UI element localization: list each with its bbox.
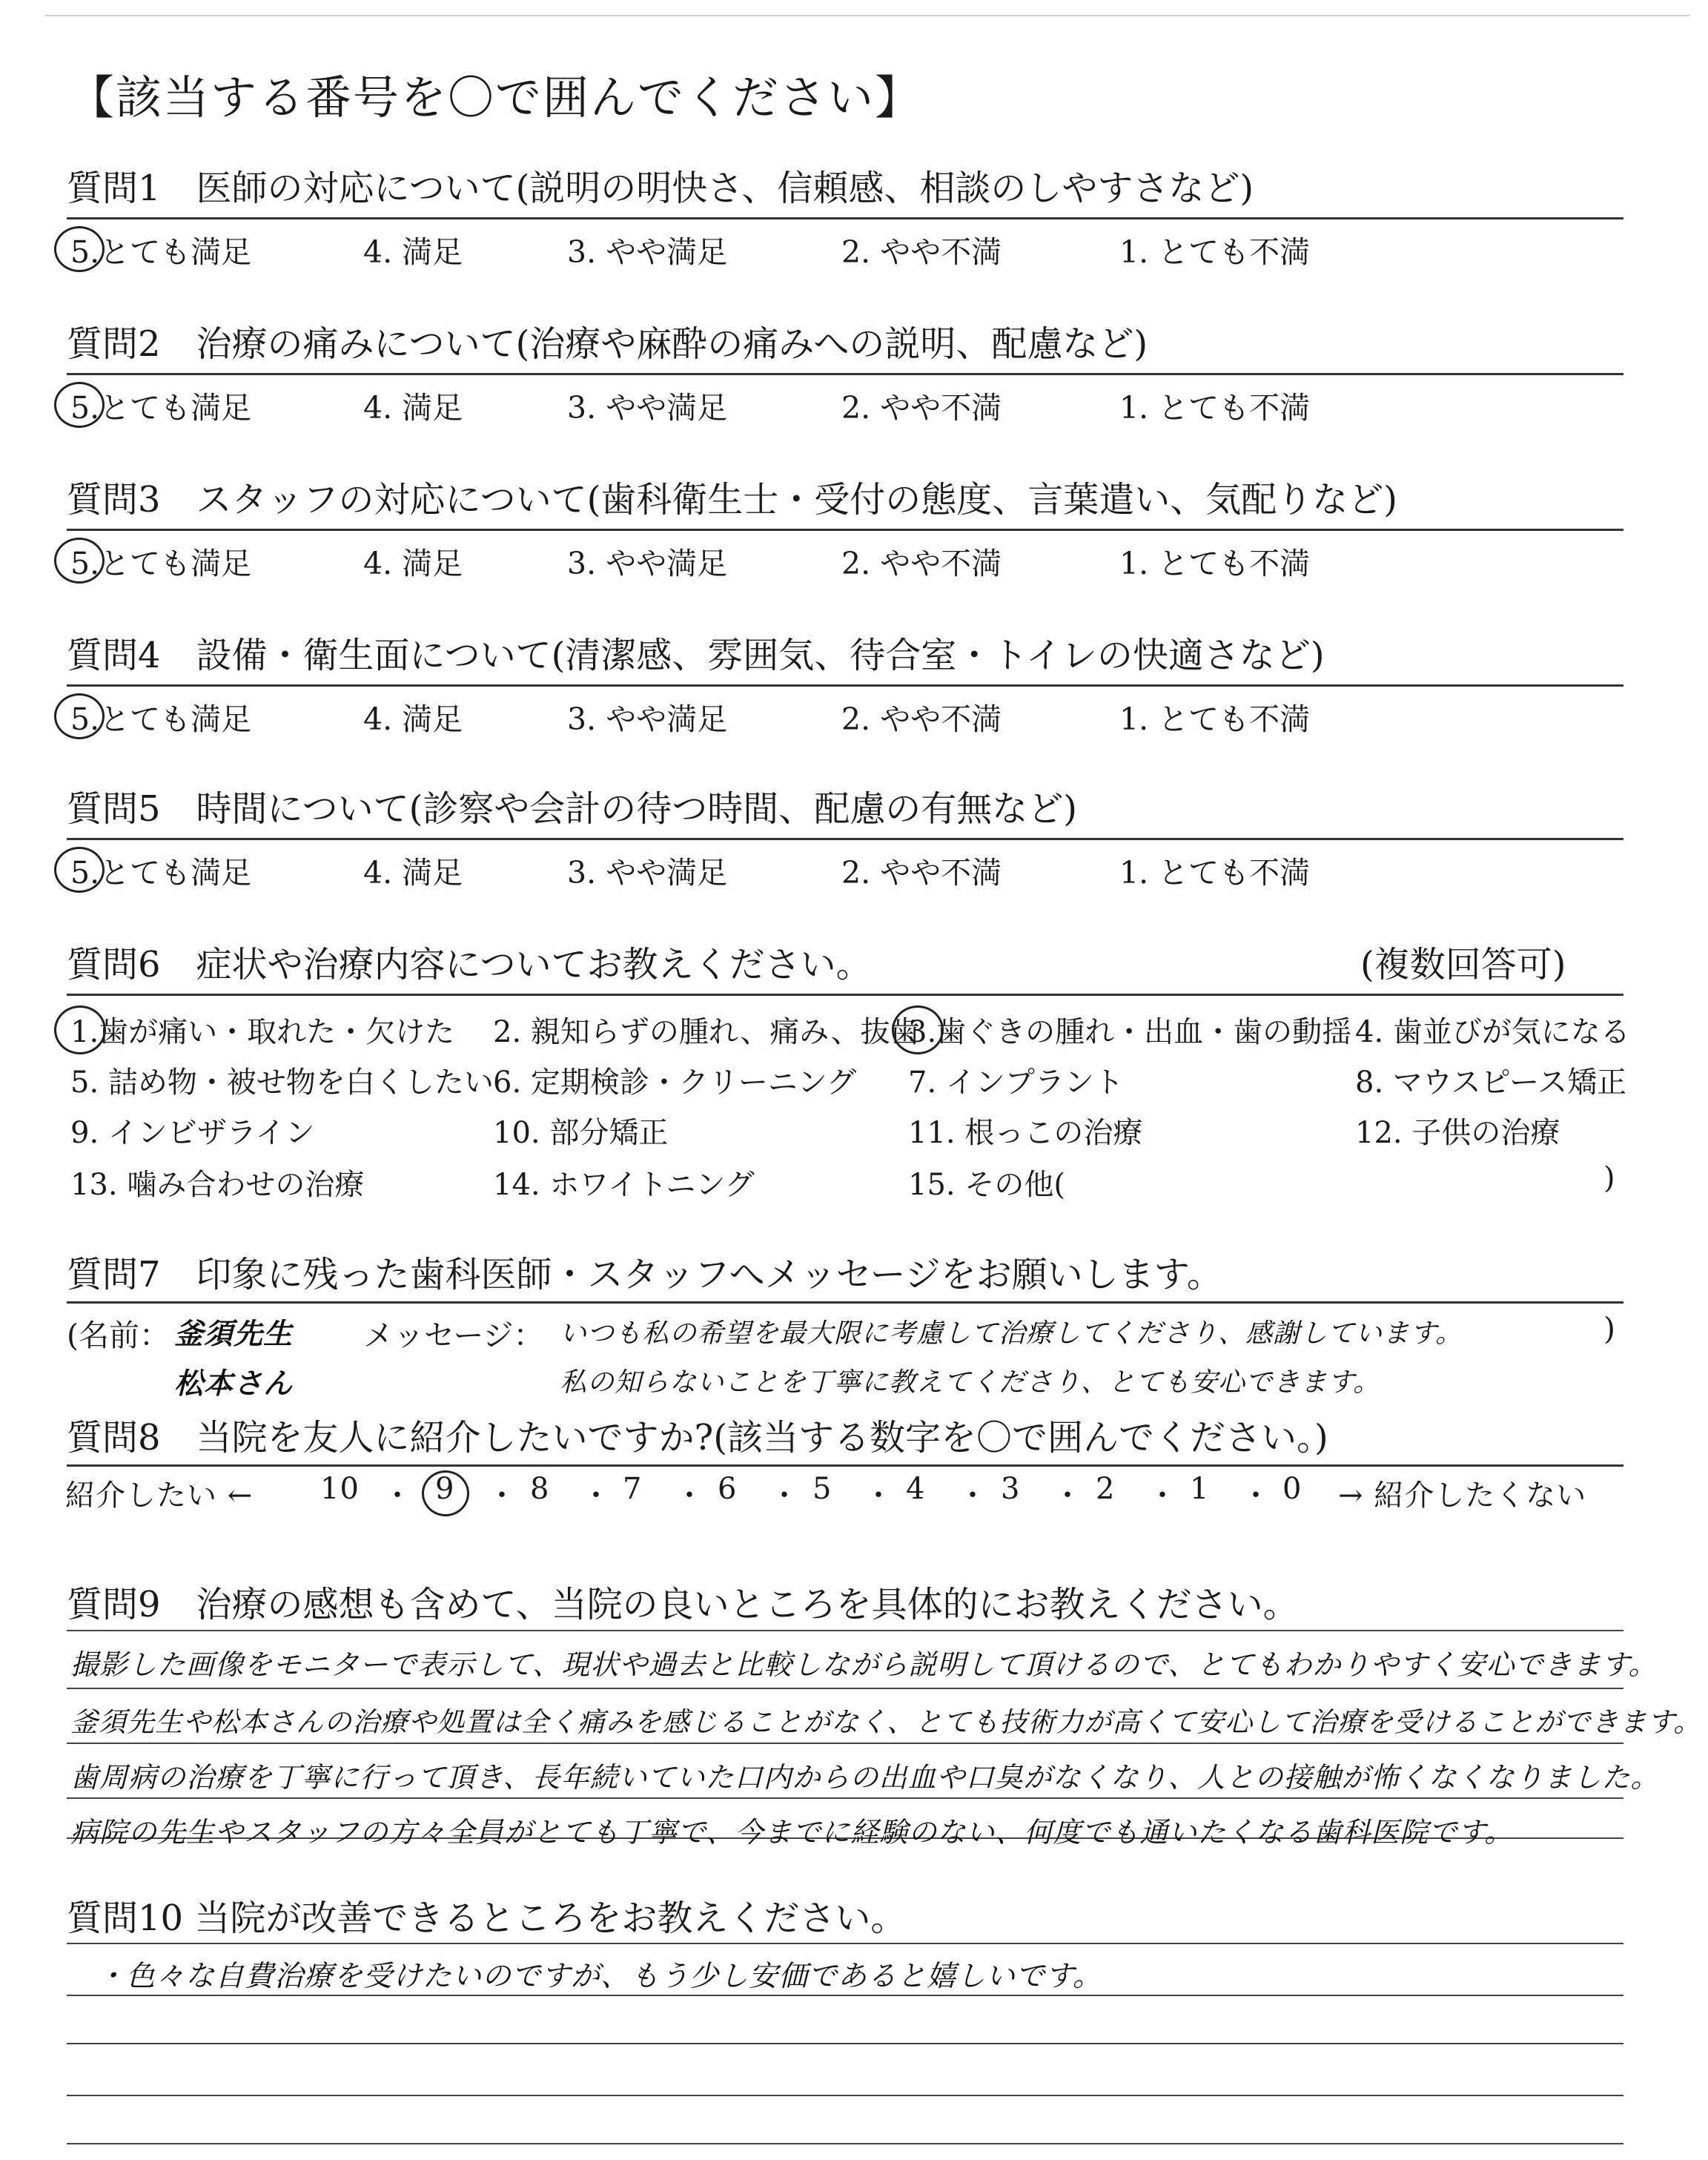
q8-right-label: → 紹介したくない [1338,1479,1587,1513]
q3-option-2: 2. やや不満 [841,546,1002,581]
q6-option-14: 14. ホワイトニング [493,1168,755,1202]
q4-option-3: 3. やや満足 [567,701,728,737]
q5-option-1: 1. とても不満 [1119,855,1311,891]
q5-option-5: 5.とても満足 [70,855,252,891]
q8-left-label: 紹介したい ← [65,1479,254,1513]
q2-option-2: 2. やや不満 [841,390,1002,426]
q10-rule [67,2095,1623,2096]
q4-rule [67,684,1623,687]
q2-title: 質問2 治療の痛みについて(治療や麻酔の痛みへの説明、配慮など) [67,323,1148,365]
q4-option-5: 5.とても満足 [70,701,252,737]
q8-rule [67,1464,1623,1467]
q8-scale-6: 6 [718,1472,738,1506]
q6-selected-circle-3 [892,1005,944,1054]
q9-title: 質問9 治療の感想も含めて、当院の良いところを具体的にお教えください。 [67,1584,1299,1625]
q7-message-label: メッセージ： [363,1318,544,1353]
q7-close-paren: ) [1603,1311,1615,1347]
q8-scale-0: 0 [1282,1472,1302,1506]
q1-rule [67,217,1623,219]
q8-scale-separator: ・ [864,1479,894,1513]
q3-option-1: 1. とても不満 [1119,546,1311,581]
q8-title: 質問8 当院を友人に紹介したいですか?(該当する数字を〇で囲んでください。) [67,1417,1328,1459]
q8-scale-7: 7 [623,1472,643,1506]
q6-option-12: 12. 子供の治療 [1355,1116,1560,1150]
q2-option-4: 4. 満足 [363,390,463,426]
q8-scale-separator: ・ [1241,1479,1271,1513]
q9-rule [67,1630,1623,1631]
q3-rule [67,529,1623,531]
q4-option-1: 1. とても不満 [1119,701,1311,737]
q6-option-3: 3.歯ぐきの腫れ・出血・歯の動揺 [908,1015,1352,1049]
q8-scale-3: 3 [1001,1472,1021,1506]
q5-option-3: 3. やや満足 [567,855,728,891]
q9-rule [67,1797,1623,1799]
q8-scale-8: 8 [530,1472,550,1506]
q2-option-1: 1. とても不満 [1119,390,1311,426]
q3-option-3: 3. やや満足 [567,546,728,581]
q9-rule [67,1688,1623,1689]
q8-scale-4: 4 [906,1472,926,1506]
q6-option-9: 9. インビザライン [70,1116,315,1150]
q7-name-line1: 釜須先生 [174,1318,294,1351]
q3-option-5: 5.とても満足 [70,546,252,581]
q6-option-4: 4. 歯並びが気になる [1355,1015,1630,1049]
top-border [44,15,1690,16]
q10-handwritten-line: ・色々な自費治療を受けたいのですが、もう少し安価であると嬉しいです。 [96,1960,1102,1993]
q1-option-1: 1. とても不満 [1119,234,1311,270]
q6-title: 質問6 症状や治療内容についてお教えください。 [67,944,872,985]
q8-scale-separator: ・ [581,1479,612,1513]
q5-option-2: 2. やや不満 [841,855,1002,891]
q5-title: 質問5 時間について(診察や会計の待つ時間、配慮の有無など) [67,788,1078,830]
q6-option-13: 13. 噛み合わせの治療 [70,1168,365,1202]
q8-scale-separator: ・ [383,1479,413,1513]
instruction-heading: 【該当する番号を〇で囲んでください】 [68,70,923,125]
q7-rule [67,1301,1623,1304]
q6-other-close-paren: ) [1603,1161,1615,1195]
q4-title: 質問4 設備・衛生面について(清潔感、雰囲気、待合室・トイレの快適さなど) [67,635,1325,676]
q6-option-10: 10. 部分矯正 [493,1116,669,1150]
q10-rule [67,2043,1623,2044]
q1-option-2: 2. やや不満 [841,234,1002,270]
q2-option-5: 5.とても満足 [70,390,252,426]
q5-rule [67,838,1623,840]
q1-option-4: 4. 満足 [363,234,463,270]
q8-scale-9: 9 [435,1472,455,1506]
q6-option-1: 1.歯が痛い・取れた・欠けた [70,1015,455,1049]
q6-option-6: 6. 定期検診・クリーニング [493,1066,857,1100]
q10-rule [67,1995,1623,1996]
q9-rule [67,1743,1623,1744]
q2-rule [67,373,1623,375]
q1-selected-circle [54,226,105,272]
q8-scale-separator: ・ [487,1479,517,1513]
q9-handwritten-line: 歯周病の治療を丁寧に行って頂き、長年続いていた口内からの出血や口臭がなくなり、人との接触が怖くなくなりました。 [70,1761,1660,1794]
q8-scale-separator: ・ [1148,1479,1178,1513]
q2-option-3: 3. やや満足 [567,390,728,426]
q1-option-3: 3. やや満足 [567,234,728,270]
q6-option-7: 7. インプラント [908,1066,1124,1100]
q8-scale-separator: ・ [769,1479,800,1513]
q1-title: 質問1 医師の対応について(説明の明快さ、信頼感、相談のしやすさなど) [67,168,1254,209]
q2-selected-circle [54,382,105,428]
q7-message-line1: いつも私の希望を最大限に考慮して治療してくださり、感謝しています。 [560,1318,1463,1349]
q3-option-4: 4. 満足 [363,546,463,581]
q8-scale-separator: ・ [958,1479,988,1513]
q9-handwritten-line: 釜須先生や松本さんの治療や処置は全く痛みを感じることがなく、とても技術力が高くて安心して治療を受けることができます。 [70,1706,1702,1738]
q6-option-11: 11. 根っこの治療 [908,1116,1143,1150]
q8-scale-separator: ・ [1053,1479,1083,1513]
q6-multiple-note: (複数回答可) [1360,944,1566,985]
q6-selected-circle-1 [54,1005,106,1054]
q5-selected-circle [54,847,105,893]
q8-selected-circle [422,1470,469,1516]
q6-rule [67,994,1623,996]
q3-selected-circle [54,538,105,584]
q3-title: 質問3 スタッフの対応について(歯科衛生士・受付の態度、言葉遣い、気配りなど) [67,479,1398,521]
q10-rule [67,1943,1623,1944]
q7-title: 質問7 印象に残った歯科医師・スタッフへメッセージをお願いします。 [67,1254,1222,1295]
q4-option-2: 2. やや不満 [841,701,1002,737]
q8-scale-2: 2 [1096,1472,1116,1506]
q8-scale-5: 5 [812,1472,833,1506]
q10-rule [67,2143,1623,2144]
q10-title: 質問10 当院が改善できるところをお教えください。 [67,1898,907,1939]
q8-scale-1: 1 [1190,1472,1210,1506]
q8-scale-10: 10 [320,1472,360,1506]
q7-message-line2: 私の知らないことを丁寧に教えてくださり、とても安心できます。 [560,1367,1381,1398]
q6-option-2: 2. 親知らずの腫れ、痛み、抜歯 [493,1015,920,1049]
q1-option-5: 5.とても満足 [70,234,252,270]
q9-handwritten-line: 病院の先生やスタッフの方々全員がとても丁寧で、今までに経験のない、何度でも通いたくなる歯科医院です。 [70,1816,1514,1849]
q6-option-8: 8. マウスピース矯正 [1355,1066,1627,1100]
q6-option-5: 5. 詰め物・被せ物を白くしたい [70,1066,494,1100]
q4-selected-circle [54,693,105,739]
q4-option-4: 4. 満足 [363,701,463,737]
q5-option-4: 4. 満足 [363,855,463,891]
q6-option-15: 15. その他( [908,1168,1065,1202]
q7-name-line2: 松本さん [174,1367,294,1401]
q7-name-label: (名前： [67,1318,170,1353]
q8-scale-separator: ・ [675,1479,705,1513]
q9-handwritten-line: 撮影した画像をモニターで表示して、現状や過去と比較しながら説明して頂けるので、とてもわかりやすく安心できます。 [70,1648,1658,1681]
